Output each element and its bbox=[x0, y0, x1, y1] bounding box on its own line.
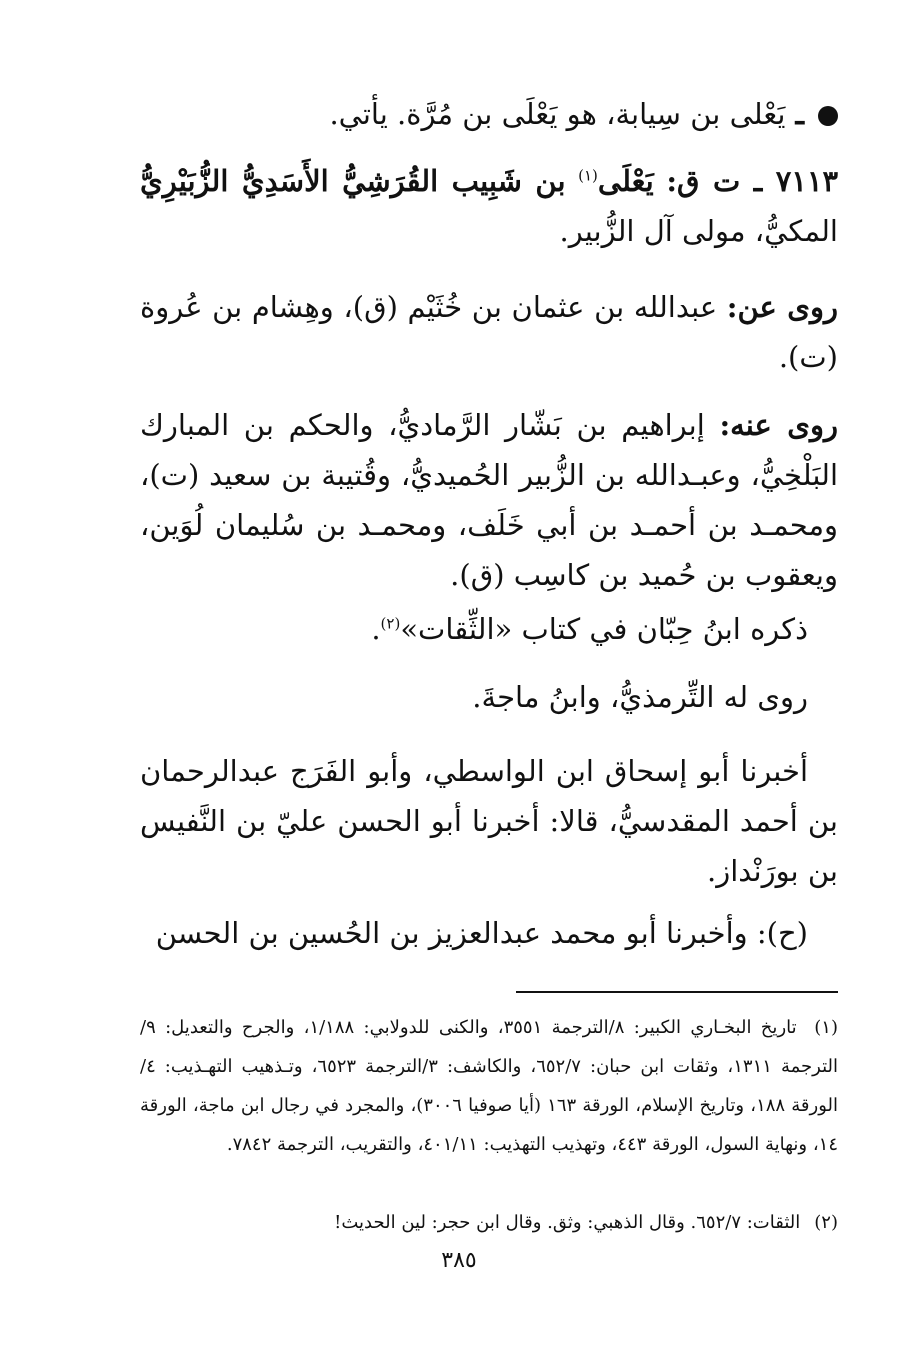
teachers-label: روى عن: bbox=[726, 290, 838, 324]
ibn-hibban-line bbox=[140, 612, 838, 646]
entry-name: يَعْلَى bbox=[597, 164, 654, 198]
page-number: ٣٨٥ bbox=[441, 1248, 477, 1273]
footnote-divider bbox=[516, 991, 838, 993]
footnote-ref-1[interactable]: (١) bbox=[578, 166, 598, 185]
ibn-hibban-text: ذكره ابنُ حِبّان في كتاب «الثِّقات» bbox=[400, 612, 808, 646]
teachers-text: عبدالله بن عثمان بن خُثَيْم (ق)، وهِشام بن عُروة (ت). bbox=[140, 290, 838, 374]
students-text: إبراهيم بن بَشّار الرَّماديُّ، والحكم بن المبارك البَلْخِيُّ، وعبـدالله بن الزُّبير الحُميديُّ، وقُتيبة بن سعيد (ت)، ومحمـد بن أحمـد بن أبي خَلَف، ومحمـد بن سُليمان لُوَين، ويعقوب بن حُميد بن كاسِب (ق). bbox=[140, 408, 838, 592]
entry-name-line2: المكيُّ، مولى آل الزُّبير. bbox=[559, 214, 838, 248]
chain-1-text: أخبرنا أبو إسحاق ابن الواسطي، وأبو الفَرَج عبدالرحمان بن أحمد المقدسيُّ، قالا: أخبرنا أبو الحسن عليّ بن النَّفيس بن بورَنْداز. bbox=[140, 754, 838, 888]
chain-paragraph-2 bbox=[140, 916, 838, 950]
footnote-2 bbox=[140, 1203, 838, 1242]
footnote-ref-2[interactable]: (٢) bbox=[380, 614, 401, 633]
footnote-1-text: تاريخ البخـاري الكبير: ٨/الترجمة ٣٥٥١، والكنى للدولابي: ١/١٨٨، والجرح والتعديل: ٩/الترجمة ١٣١١، وثقات ابن حبان: ٦٥٢/٧، والكاشف: ٣/الترجمة ٦٥٢٣، وتـذهيب التهـذيب: ٤/الورقة ١٨٨، وتاريخ الإسلام، الورقة ١٦٣ (أيا صوفيا ٣٠٠٦)، والمجرد في رجال ابن ماجة، الورقة ١٤، ونهاية السول، الورقة ٤٤٣، وتهذيب التهذيب: ٤٠١/١١، والتقريب، الترجمة ٧٨٤٢. bbox=[140, 1017, 839, 1155]
chain-paragraph-1 bbox=[140, 746, 838, 896]
footnote-2-number: (٢) bbox=[814, 1212, 838, 1233]
narrators-line bbox=[140, 680, 838, 714]
footnote-1-number: (١) bbox=[814, 1017, 838, 1038]
entry-reference: ـ يَعْلى بن سِيابة، هو يَعْلَى بن مُرَّة. يأتي. bbox=[140, 97, 838, 131]
entry-number: ٧١١٣ ـ ت ق: bbox=[666, 164, 839, 198]
ibn-hibban-end: . bbox=[371, 612, 381, 646]
entry-heading bbox=[140, 156, 838, 256]
narrators-text: روى له التِّرمذيُّ، وابنُ ماجةَ. bbox=[472, 680, 808, 714]
footnote-1 bbox=[140, 1008, 838, 1164]
entry-reference-text: يَعْلى بن سِيابة، هو يَعْلَى بن مُرَّة. يأتي. bbox=[329, 97, 786, 131]
footnote-2-text: الثقات: ٦٥٢/٧. وقال الذهبي: وثق. وقال ابن حجر: لين الحديث! bbox=[334, 1212, 801, 1233]
students-label: روى عنه: bbox=[719, 408, 838, 442]
bullet-icon bbox=[818, 106, 838, 126]
teachers-paragraph bbox=[140, 282, 838, 382]
entry-name-rest: بن شَبِيب القُرَشِيُّ الأَسَدِيُّ الزُّبَيْرِيُّ bbox=[140, 164, 566, 198]
students-paragraph bbox=[140, 400, 838, 600]
chain-2-text: (ح): وأخبرنا أبو محمد عبدالعزيز بن الحُسين بن الحسن bbox=[155, 916, 808, 950]
